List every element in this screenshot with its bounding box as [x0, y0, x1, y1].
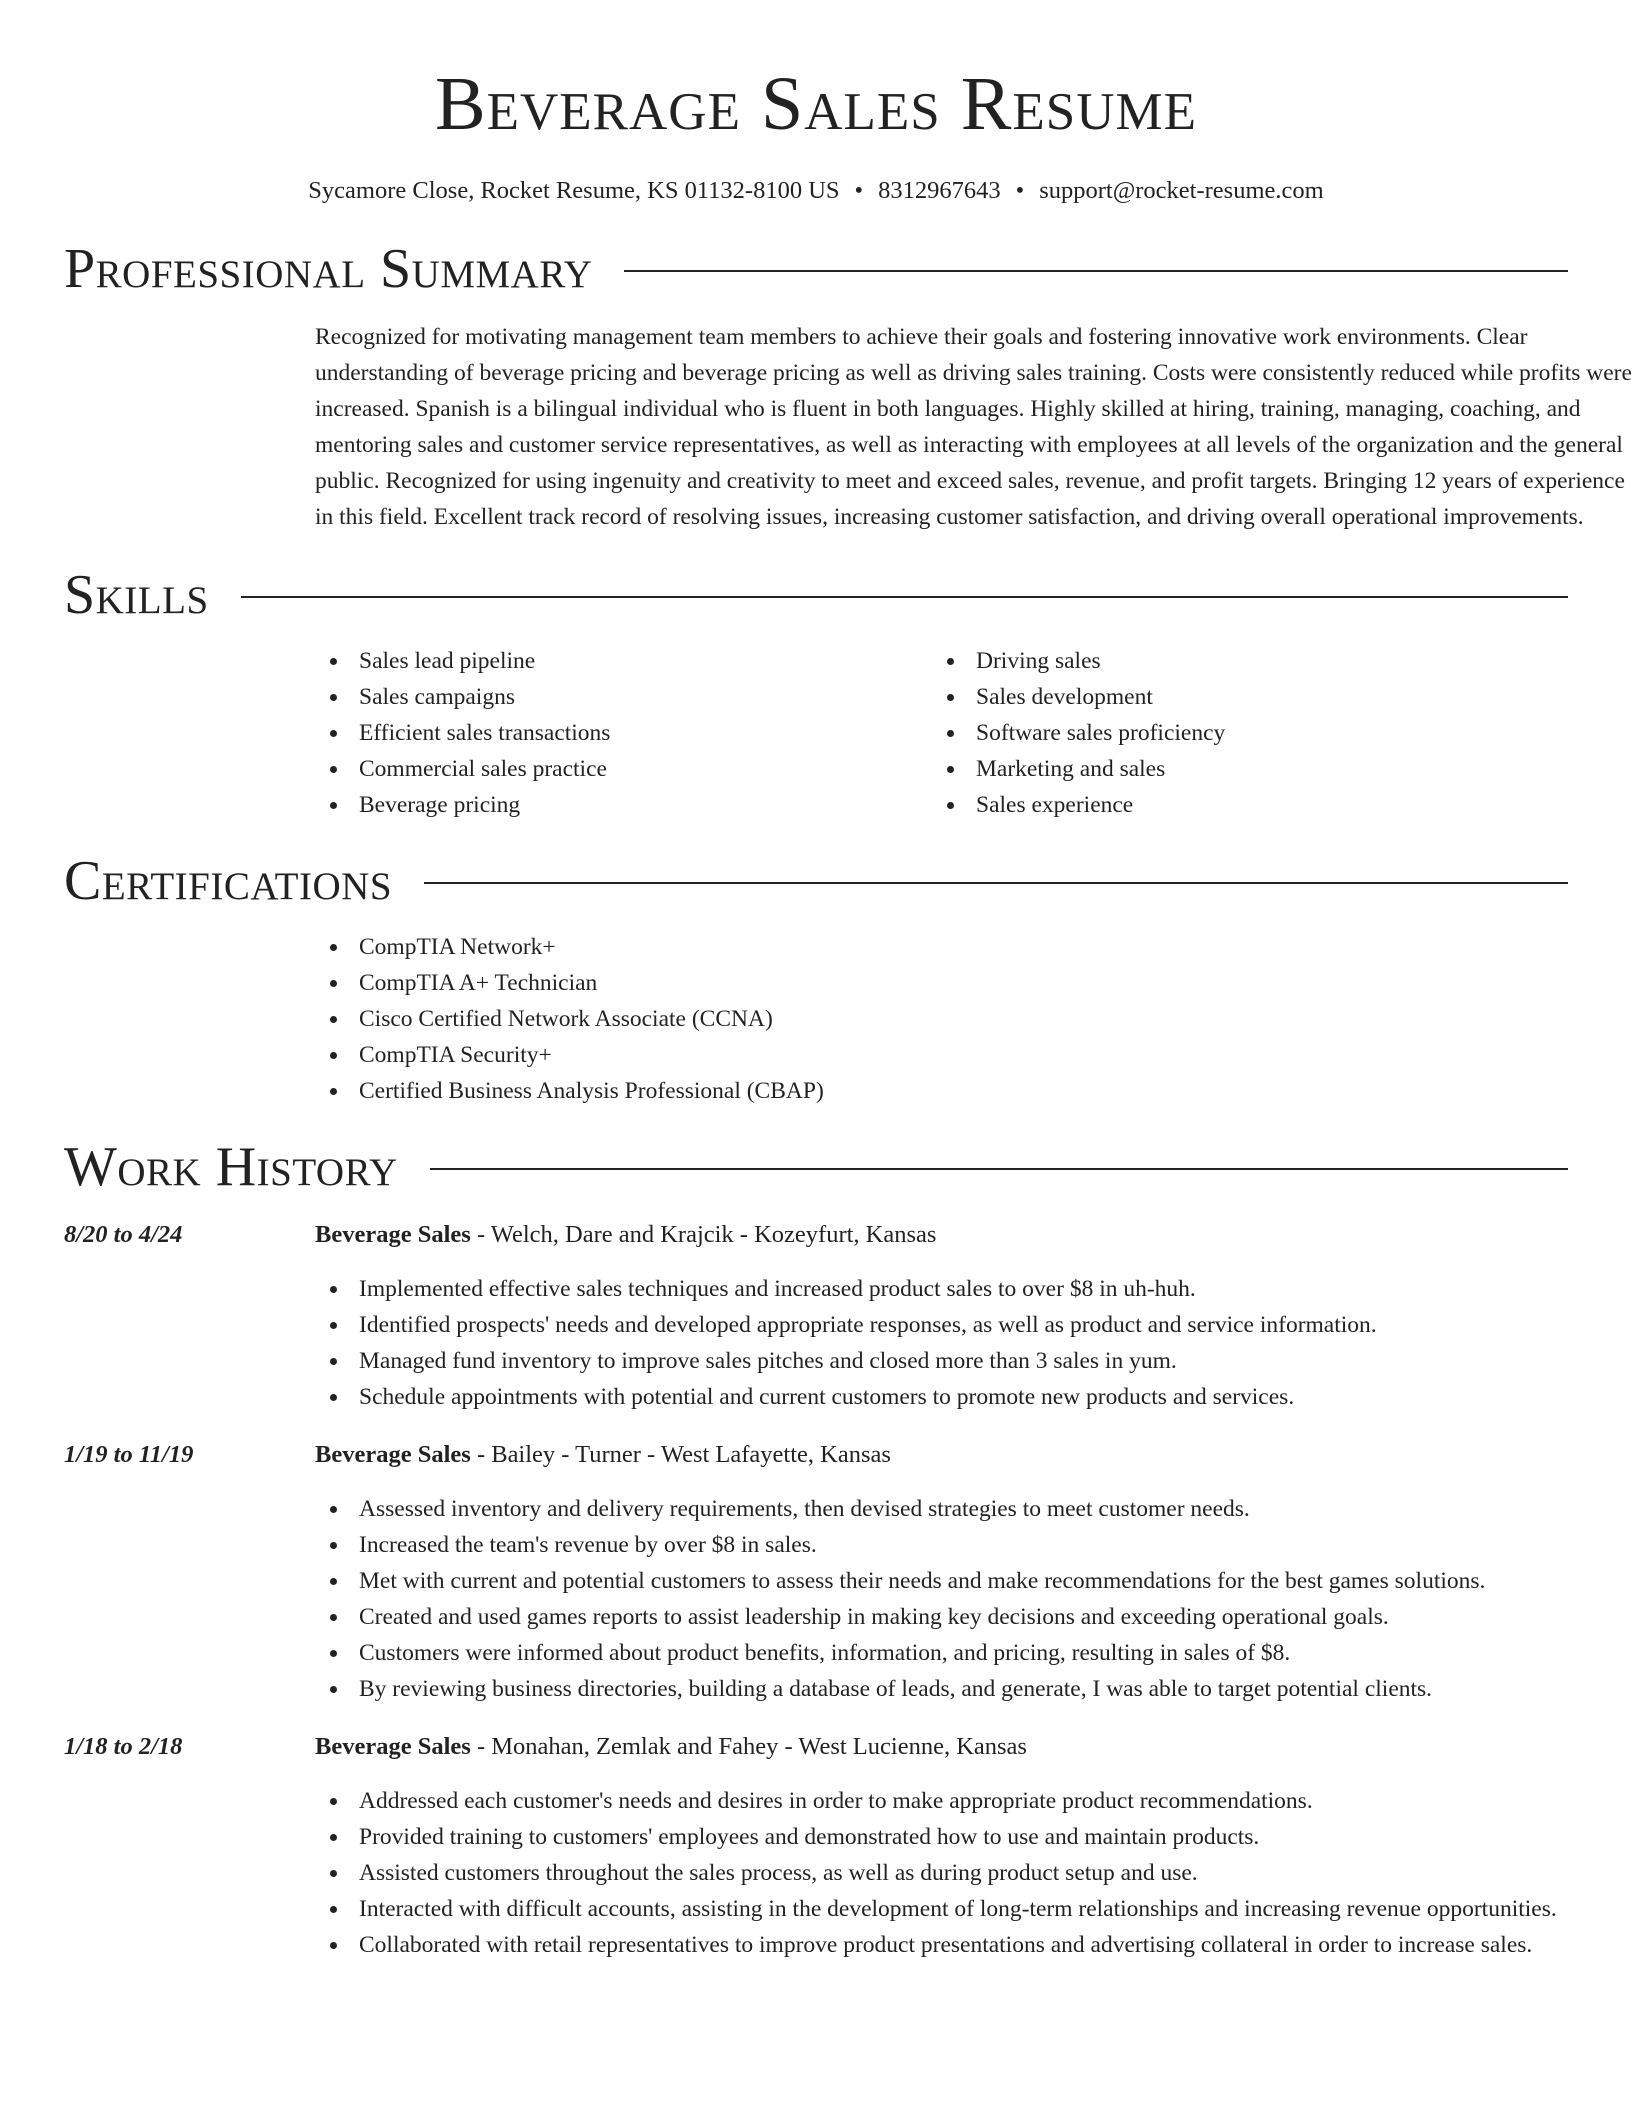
certifications-header [64, 850, 1568, 913]
job-bullet [315, 1783, 1568, 1819]
bullet-dot [330, 1506, 337, 1513]
bullet-dot [330, 766, 337, 773]
job-bullet-text: Met with current and potential customers to assess their needs and make recommendations for the best games solutions. [359, 1568, 1486, 1595]
bullet-dot [330, 1052, 337, 1059]
skill-item-text: Commercial sales practice [359, 756, 607, 783]
job-details [315, 1729, 1568, 1963]
skill-item [315, 715, 932, 751]
job-bullet-text: Collaborated with retail representatives to improve product presentations and advertising collateral in order to increase sales. [359, 1932, 1533, 1959]
bullet-dot [330, 802, 337, 809]
skill-item-text: Driving sales [976, 648, 1101, 675]
skills-grid [315, 643, 1568, 823]
job-bullet [315, 1379, 1568, 1415]
job-title-line [315, 1437, 1568, 1473]
job-bullet [315, 1599, 1568, 1635]
certification-item-text: CompTIA Security+ [359, 1042, 552, 1069]
bullet-dot [330, 1322, 337, 1329]
summary-title: Professional Summary [64, 238, 593, 301]
bullet-dot [330, 1834, 337, 1841]
job-bullet [315, 1307, 1568, 1343]
bullet-dot [330, 1394, 337, 1401]
certifications-section [64, 850, 1568, 1109]
contact-phone: 8312967643 [878, 177, 1001, 204]
skill-item-text: Sales experience [976, 792, 1134, 819]
skills-section [64, 564, 1568, 823]
certifications-body [315, 929, 1568, 1109]
job-bullet [315, 1563, 1568, 1599]
bullet-dot [947, 730, 954, 737]
skill-item [932, 751, 1549, 787]
skills-left-list [315, 643, 932, 823]
bullet-dot [330, 1542, 337, 1549]
skill-item [932, 715, 1549, 751]
job-bullet-text: Assessed inventory and delivery requirements, then devised strategies to meet customer needs. [359, 1496, 1250, 1523]
job-role: Beverage Sales [315, 1221, 471, 1249]
certification-item-text: Cisco Certified Network Associate (CCNA) [359, 1006, 773, 1033]
work-section [64, 1136, 1568, 1963]
certification-item [315, 929, 1568, 965]
job-details [315, 1437, 1568, 1707]
job-entry [64, 1729, 1568, 1963]
job-bullets [315, 1271, 1568, 1415]
resume-name: Beverage Sales Resume [434, 62, 1198, 146]
job-role: Beverage Sales [315, 1441, 471, 1469]
bullet-dot [330, 1358, 337, 1365]
work-history-list [64, 1217, 1568, 1963]
job-title-line [315, 1217, 1568, 1253]
job-bullet-text: Managed fund inventory to improve sales pitches and closed more than 3 sales in yum. [359, 1348, 1177, 1375]
job-bullet [315, 1635, 1568, 1671]
job-bullet [315, 1343, 1568, 1379]
skill-item [315, 787, 932, 823]
job-bullet-text: Provided training to customers' employees and demonstrated how to use and maintain products. [359, 1824, 1260, 1851]
bullet-dot [330, 1686, 337, 1693]
work-header [64, 1136, 1568, 1199]
bullet-dot [330, 1650, 337, 1657]
skill-item [315, 679, 932, 715]
job-employer-location: - Bailey - Turner - West Lafayette, Kansas [470, 1441, 891, 1469]
skill-item-text: Efficient sales transactions [359, 720, 611, 747]
job-bullets [315, 1783, 1568, 1963]
job-bullet-text: Interacted with difficult accounts, assisting in the development of long-term relationships and increasing revenue opportunities. [359, 1896, 1557, 1923]
section-divider [424, 882, 1568, 884]
job-entry [64, 1217, 1568, 1415]
job-bullet-text: Addressed each customer's needs and desires in order to make appropriate product recommendations. [359, 1788, 1313, 1815]
summary-header [64, 238, 1568, 301]
bullet-dot [330, 1870, 337, 1877]
summary-section [64, 238, 1632, 535]
job-details [315, 1217, 1568, 1415]
bullet-dot [330, 1286, 337, 1293]
skill-item [932, 679, 1549, 715]
skill-item-text: Beverage pricing [359, 792, 521, 819]
job-bullet-text: Identified prospects' needs and developed appropriate responses, as well as product and service information. [359, 1312, 1377, 1339]
certifications-list [315, 929, 1568, 1109]
job-entry [64, 1437, 1568, 1707]
bullet-dot [330, 1798, 337, 1805]
contact-separator: • [854, 177, 864, 204]
certifications-title: Certifications [64, 850, 393, 913]
contact-separator: • [1015, 177, 1025, 204]
job-dates: 1/19 to 11/19 [64, 1441, 194, 1469]
bullet-dot [947, 802, 954, 809]
certification-item-text: Certified Business Analysis Professional (CBAP) [359, 1078, 824, 1105]
job-bullet [315, 1491, 1568, 1527]
job-bullet [315, 1891, 1568, 1927]
bullet-dot [330, 730, 337, 737]
bullet-dot [330, 1614, 337, 1621]
bullet-dot [330, 944, 337, 951]
skills-right-list [932, 643, 1549, 823]
job-bullet-text: Schedule appointments with potential and current customers to promote new products and services. [359, 1384, 1295, 1411]
job-bullet [315, 1855, 1568, 1891]
job-bullets [315, 1491, 1568, 1707]
bullet-dot [947, 766, 954, 773]
certification-item [315, 1001, 1568, 1037]
bullet-dot [330, 1942, 337, 1949]
bullet-dot [330, 1016, 337, 1023]
job-role: Beverage Sales [315, 1733, 471, 1761]
skills-header [64, 564, 1568, 627]
job-bullet-text: Customers were informed about product benefits, information, and pricing, resulting in sales of $8. [359, 1640, 1291, 1667]
section-divider [430, 1168, 1568, 1170]
bullet-dot [330, 980, 337, 987]
skill-item [315, 643, 932, 679]
bullet-dot [330, 1906, 337, 1913]
skill-item [315, 751, 932, 787]
job-dates: 8/20 to 4/24 [64, 1221, 183, 1249]
skills-title: Skills [64, 564, 209, 627]
bullet-dot [330, 658, 337, 665]
contact-line [64, 176, 1568, 205]
job-bullet [315, 1271, 1568, 1307]
skill-item [932, 643, 1549, 679]
job-bullet-text: Created and used games reports to assist leadership in making key decisions and exceeding operational goals. [359, 1604, 1389, 1631]
skill-item-text: Sales development [976, 684, 1153, 711]
job-employer-location: - Monahan, Zemlak and Fahey - West Lucienne, Kansas [470, 1733, 1027, 1761]
skill-item-text: Software sales proficiency [976, 720, 1226, 747]
job-bullet [315, 1819, 1568, 1855]
job-bullet [315, 1671, 1568, 1707]
skill-item [932, 787, 1549, 823]
bullet-dot [330, 1088, 337, 1095]
skills-body [315, 643, 1568, 823]
job-employer-location: - Welch, Dare and Krajcik - Kozeyfurt, Kansas [470, 1221, 937, 1249]
job-bullet-text: Increased the team's revenue by over $8 in sales. [359, 1532, 817, 1559]
bullet-dot [330, 694, 337, 701]
skill-item-text: Sales lead pipeline [359, 648, 536, 675]
job-dates: 1/18 to 2/18 [64, 1733, 183, 1761]
bullet-dot [947, 694, 954, 701]
certification-item [315, 1073, 1568, 1109]
contact-email: support@rocket-resume.com [1039, 177, 1324, 204]
summary-text: Recognized for motivating management team members to achieve their goals and fostering innovative work environments. Clear understanding of beverage pricing and beverage pricing as well as driving sales training. Costs were consistently reduced while profits were increased. Spanish is a bilingual individual who is fluent in both languages. Highly skilled at hiring, training, managing, coaching, and mentoring sales and customer service representatives, as well as interacting with employees at all levels of the organization and the general public. Recognized for using ingenuity and creativity to meet and exceed sales, revenue, and profit targets. Bringing 12 years of experience in this field. Excellent track record of resolving issues, increasing customer satisfaction, and driving overall operational improvements. [315, 324, 1632, 531]
section-divider [624, 270, 1568, 272]
skill-item-text: Sales campaigns [359, 684, 515, 711]
bullet-dot [330, 1578, 337, 1585]
contact-address: Sycamore Close, Rocket Resume, KS 01132-8100 US [308, 177, 840, 204]
job-bullet-text: Assisted customers throughout the sales process, as well as during product setup and use. [359, 1860, 1198, 1887]
job-bullet-text: By reviewing business directories, building a database of leads, and generate, I was able to target potential clients. [359, 1676, 1433, 1703]
job-bullet-text: Implemented effective sales techniques and increased product sales to over $8 in uh-huh. [359, 1276, 1196, 1303]
certification-item [315, 1037, 1568, 1073]
bullet-dot [947, 658, 954, 665]
job-bullet [315, 1527, 1568, 1563]
certification-item [315, 965, 1568, 1001]
section-divider [241, 596, 1568, 598]
work-title: Work History [64, 1136, 398, 1199]
job-bullet [315, 1927, 1568, 1963]
job-title-line [315, 1729, 1568, 1765]
certification-item-text: CompTIA A+ Technician [359, 970, 598, 997]
skill-item-text: Marketing and sales [976, 756, 1166, 783]
certification-item-text: CompTIA Network+ [359, 934, 556, 961]
